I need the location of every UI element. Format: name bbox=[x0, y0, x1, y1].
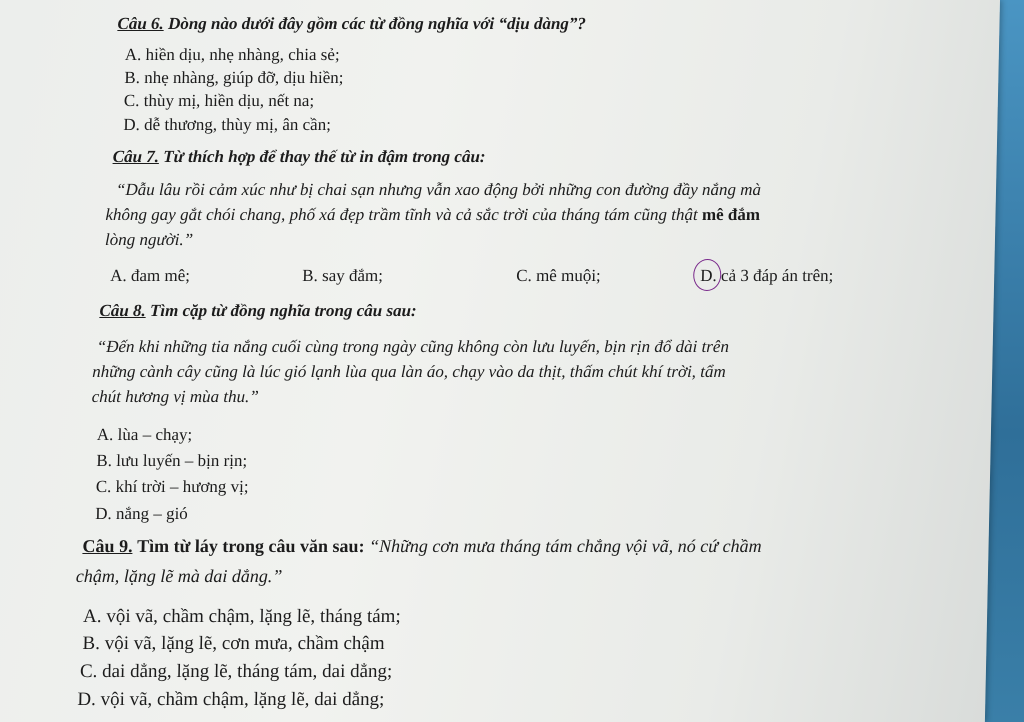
q6-option-c[interactable]: C. thùy mị, hiền dịu, nết na; bbox=[123, 91, 315, 110]
q7-quote-line-2-text: không gay gắt chói chang, phố xá đẹp trầm tĩnh và cả sắc trời của tháng tám cũng thật bbox=[105, 205, 698, 224]
q6-option-a[interactable]: A. hiền dịu, nhẹ nhàng, chia sẻ; bbox=[124, 45, 340, 64]
q8-option-c[interactable]: C. khí trời – hương vị; bbox=[95, 477, 249, 496]
q8-quote-line-1: “Đến khi những tia nắng cuối cùng trong ngày cũng không còn lưu luyến, bịn rịn đổ dài trên bbox=[96, 337, 730, 356]
q9-option-d[interactable]: D. vội vã, chầm chậm, lặng lẽ, dai dẳng; bbox=[77, 689, 385, 710]
q8-option-d[interactable]: D. nắng – gió bbox=[95, 504, 188, 523]
q8-option-b[interactable]: B. lưu luyến – bịn rịn; bbox=[96, 451, 248, 470]
question-7-text: Từ thích hợp để thay thế từ in đậm trong câu: bbox=[163, 147, 486, 166]
q7-option-a[interactable]: A. đam mê; bbox=[110, 266, 191, 285]
question-6-number: Câu 6. bbox=[117, 14, 165, 33]
q7-quote-line-2 bbox=[105, 205, 760, 225]
q7-option-d[interactable] bbox=[700, 266, 834, 286]
q9-option-b[interactable]: B. vội vã, lặng lẽ, cơn mưa, chầm chậm bbox=[82, 633, 385, 654]
question-9-text: Tìm từ láy trong câu văn sau: bbox=[136, 536, 365, 556]
q7-quote-line-3: lòng người.” bbox=[104, 230, 194, 249]
q7-option-d-text: cả 3 đáp án trên; bbox=[720, 266, 834, 285]
question-9-number: Câu 9. bbox=[82, 536, 133, 556]
q8-option-a[interactable]: A. lùa – chạy; bbox=[96, 425, 193, 444]
q8-quote-line-3: chút hương vị mùa thu.” bbox=[91, 387, 259, 406]
q7-bold-word: mê đắm bbox=[701, 205, 761, 224]
question-8-heading bbox=[99, 301, 417, 321]
question-6-text: Dòng nào dưới đây gồm các từ đồng nghĩa với “dịu dàng”? bbox=[167, 14, 587, 33]
q6-option-d[interactable]: D. dễ thương, thùy mị, ân cần; bbox=[123, 115, 332, 134]
q7-quote-line-1: “Dẫu lâu rồi cảm xúc như bị chai sạn nhưng vẫn xao động bởi những con đường đầy nắng mà bbox=[115, 180, 762, 199]
question-7-heading bbox=[113, 147, 486, 167]
selected-answer-circle bbox=[693, 259, 722, 291]
question-9-heading bbox=[82, 536, 761, 557]
q7-option-d-letter: D. bbox=[700, 266, 717, 285]
q8-quote-line-2: những cành cây cũng là lúc gió lạnh lùa qua làn áo, chạy vào da thịt, thấm chút khí trời, tẩm bbox=[92, 362, 726, 381]
q7-option-c[interactable]: C. mê muội; bbox=[516, 266, 601, 285]
q9-option-c[interactable]: C. dai dẳng, lặng lẽ, tháng tám, dai dẳng; bbox=[79, 661, 393, 682]
q9-quote-end: chậm, lặng lẽ mà dai dẳng.” bbox=[75, 566, 283, 586]
q6-option-b[interactable]: B. nhẹ nhàng, giúp đỡ, dịu hiền; bbox=[124, 68, 344, 87]
question-6-heading bbox=[117, 14, 586, 34]
question-7-number: Câu 7. bbox=[112, 147, 160, 166]
q7-option-b[interactable]: B. say đắm; bbox=[302, 266, 384, 285]
q9-quote-start: “Những cơn mưa tháng tám chẳng vội vã, nó cứ chầm bbox=[368, 536, 762, 556]
q9-option-a[interactable]: A. vội vã, chầm chậm, lặng lẽ, tháng tám; bbox=[82, 606, 401, 627]
question-8-number: Câu 8. bbox=[99, 301, 146, 320]
q7-option-d-letter-wrap bbox=[700, 266, 721, 285]
question-8-text: Tìm cặp từ đồng nghĩa trong câu sau: bbox=[149, 301, 417, 320]
